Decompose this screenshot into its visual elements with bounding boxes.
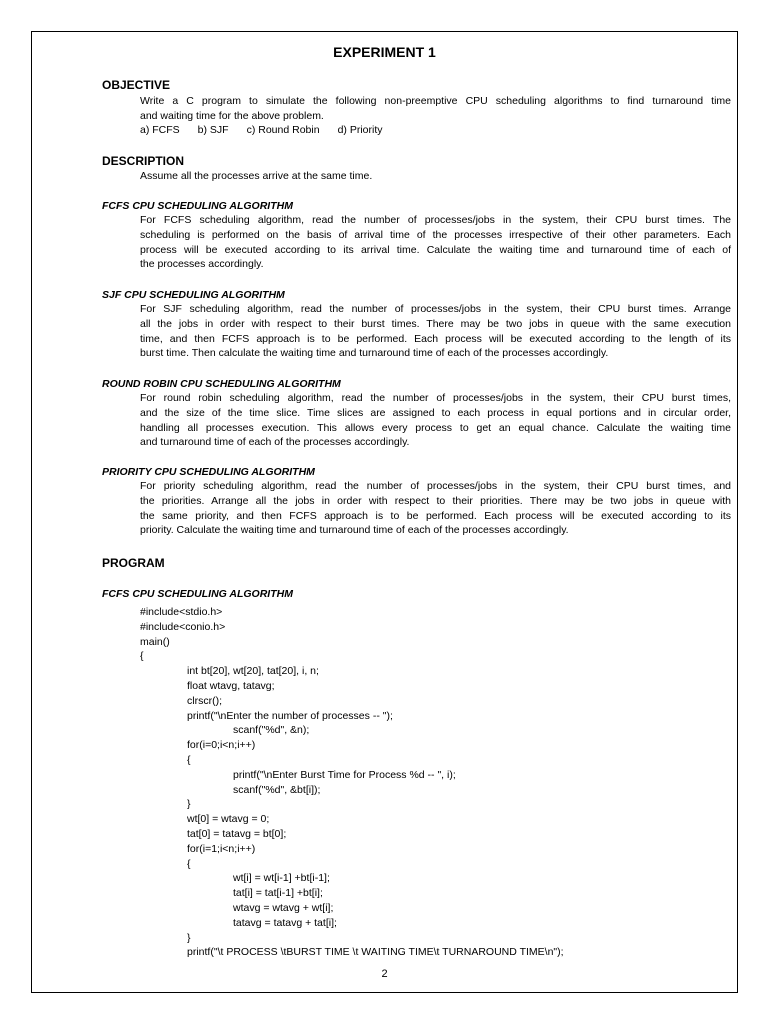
objective-text: [140, 94, 731, 124]
description-text: Assume all the processes arrive at the same time.: [140, 170, 373, 182]
rr-line-2: and the size of the time slice. Time slices are assigned to each process in equal portions and in circular order,: [140, 406, 731, 419]
sjf-line-3: time, and then FCFS approach is to be performed. Each process will be executed according to the length of its: [140, 332, 731, 345]
code-line: tat[0] = tatavg = bt[0];: [187, 827, 287, 840]
priority-line-4: priority. Calculate the waiting time and turnaround time of each of the processes accordingly.: [140, 524, 569, 537]
fcfs-paragraph: [140, 213, 731, 272]
option-priority: d) Priority: [337, 124, 383, 136]
priority-heading: PRIORITY CPU SCHEDULING ALGORITHM: [102, 466, 315, 478]
sjf-line-1: For SJF scheduling algorithm, read the number of processes/jobs in the system, their CPU burst times. Arrange: [140, 303, 731, 315]
rr-line-4: and turnaround time of each of the processes accordingly.: [140, 436, 410, 449]
code-block: [140, 605, 564, 960]
objective-line-2: and waiting time for the above problem.: [140, 109, 324, 122]
code-line: printf("\nEnter the number of processes -- ");: [187, 709, 393, 722]
code-line: main(): [140, 635, 170, 648]
description-heading: DESCRIPTION: [102, 154, 185, 168]
code-line: printf("\nEnter Burst Time for Process %d -- ", i);: [233, 768, 456, 781]
code-line: {: [187, 857, 191, 870]
objective-options: [140, 123, 401, 138]
code-line: wtavg = wtavg + wt[i];: [233, 901, 334, 914]
page-title: EXPERIMENT 1: [333, 44, 436, 60]
sjf-line-2: all the jobs in order with respect to their burst times. There may be two jobs in queue with the same execution: [140, 317, 731, 330]
sjf-paragraph: [140, 302, 731, 361]
objective-heading: OBJECTIVE: [102, 78, 171, 92]
fcfs-line-4: the processes accordingly.: [140, 258, 264, 271]
code-line: printf("\t PROCESS \tBURST TIME \t WAITING TIME\t TURNAROUND TIME\n");: [187, 946, 564, 959]
code-line: }: [187, 798, 191, 811]
fcfs-line-3: process will be executed according to its arrival time. Calculate the waiting time and turnaround time of each of: [140, 243, 731, 256]
code-line: tat[i] = tat[i-1] +bt[i];: [233, 887, 323, 900]
rr-line-1: For round robin scheduling algorithm, read the number of processes/jobs in the system, their CPU burst times,: [140, 392, 731, 404]
code-line: wt[0] = wtavg = 0;: [187, 813, 270, 826]
priority-paragraph: [140, 479, 731, 538]
round-robin-paragraph: [140, 391, 731, 450]
code-line: {: [187, 753, 191, 766]
round-robin-heading: ROUND ROBIN CPU SCHEDULING ALGORITHM: [102, 378, 341, 390]
document-page: [31, 31, 738, 993]
code-line: tatavg = tatavg + tat[i];: [233, 916, 337, 929]
program-heading: PROGRAM: [102, 556, 165, 570]
code-line: float wtavg, tatavg;: [187, 679, 275, 692]
code-line: wt[i] = wt[i-1] +bt[i-1];: [233, 872, 330, 885]
option-fcfs: a) FCFS: [140, 124, 180, 136]
code-line: scanf("%d", &n);: [233, 724, 310, 737]
code-line: }: [187, 931, 191, 944]
program-subheading: FCFS CPU SCHEDULING ALGORITHM: [102, 588, 293, 600]
code-line: #include<stdio.h>: [140, 606, 223, 618]
code-line: for(i=0;i<n;i++): [187, 739, 256, 752]
code-line: for(i=1;i<n;i++): [187, 842, 256, 855]
code-line: #include<conio.h>: [140, 620, 226, 633]
priority-line-3: the same priority, and then FCFS approach is to be performed. Each process will be executed according to its: [140, 509, 731, 522]
priority-line-2: the priorities. Arrange all the jobs in order with respect to their priorities. There may be two jobs in queue with: [140, 494, 731, 507]
fcfs-heading: FCFS CPU SCHEDULING ALGORITHM: [102, 200, 293, 212]
page-number: 2: [381, 968, 388, 980]
code-line: {: [140, 650, 144, 663]
fcfs-line-2: scheduling is performed on the basis of arrival time of the processes irrespective of their other parameters. Each: [140, 228, 731, 241]
objective-line-1: Write a C program to simulate the following non-preemptive CPU scheduling algorithms to find turnaround time: [140, 95, 731, 107]
rr-line-3: handling all processes execution. This allows every process to get an equal chance. Calculate the waiting time: [140, 421, 731, 434]
code-line: int bt[20], wt[20], tat[20], i, n;: [187, 665, 319, 678]
option-sjf: b) SJF: [197, 124, 229, 136]
option-round-robin: c) Round Robin: [246, 124, 320, 136]
fcfs-line-1: For FCFS scheduling algorithm, read the number of processes/jobs in the system, their CPU burst times. The: [140, 214, 731, 226]
code-line: scanf("%d", &bt[i]);: [233, 783, 321, 796]
code-line: clrscr();: [187, 694, 222, 707]
priority-line-1: For priority scheduling algorithm, read the number of processes/jobs in the system, their CPU burst times, and: [140, 480, 731, 492]
sjf-line-4: burst time. Then calculate the waiting time and turnaround time of each of the processes accordingly.: [140, 347, 609, 360]
sjf-heading: SJF CPU SCHEDULING ALGORITHM: [102, 289, 285, 301]
